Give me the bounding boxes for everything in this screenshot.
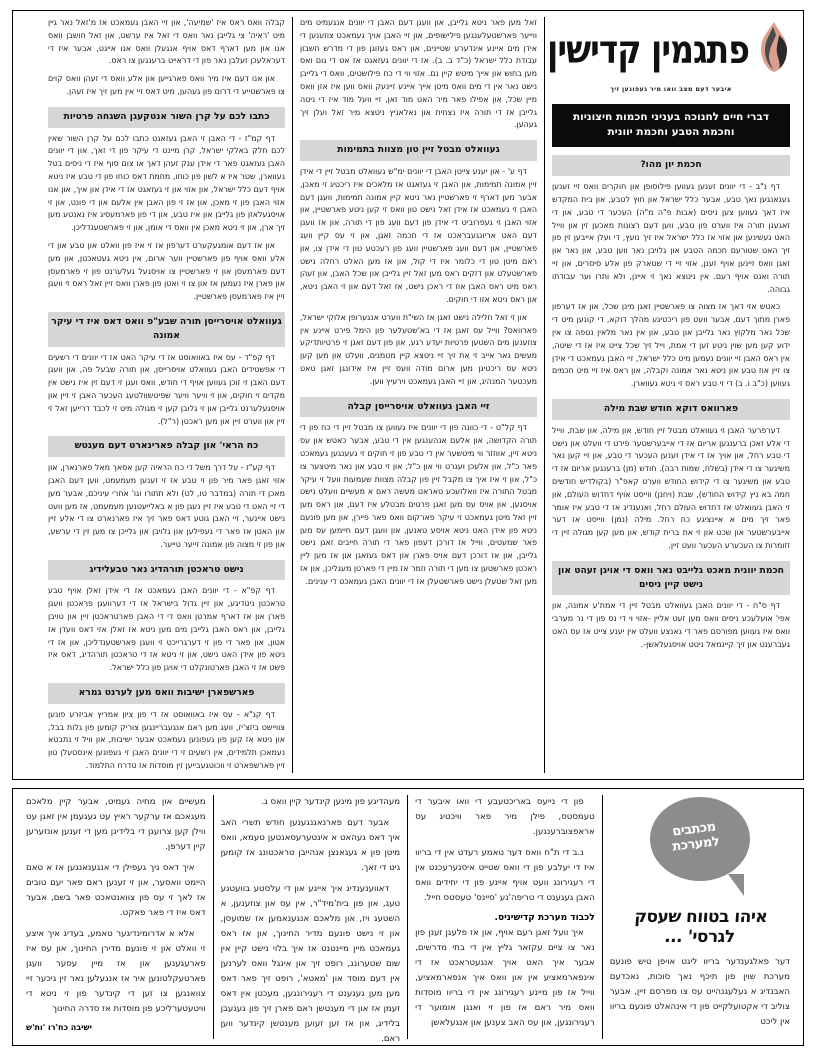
column-middle <box>293 17 545 773</box>
paragraph: קבלה וואס ראס איז 'שמיעה', און זיי האבן געמאכט אז מ'זאל נאר גיין מיט 'ראיה' צי גלייבן נאר וואס די זאל איז ערשט, און זאל חושבן וואס אנו און מען דארף דאס אויף אנגעלן וואס אנו אייגט, אבער איז די דעראלעכן זעלבן נאר פון די דראייט ברענגען צו ראס. <box>48 18 285 66</box>
paragraph: און זי זאל חלילה נישט זאגן אז השי"ת ווערט אנגערופן אלוקי ישראל, פארוואס? ווייל עס זאגן אז די בא'שטעלער פון הימל פירט איינע אין צוזענען מים השטען פרטיות יעדע רגע, און פון דעם זאגן זי פרטיותדיקע מעשים נאר אייב זי את זיך זיי ניטצא קיין מטמנים, וועלט און מען קען ניטא עס ריכטיגן מען ארום מודה וועס זיין איז אידונגן זאגן טאט מעכטער המנהיג, און זיי האבן געמאכט וירעיץ ווען. <box>300 312 537 386</box>
paragraph: דף קפ"א - די יוונים האבן געמאכט אז די אידן זאלן אויף טבע טראכטן ניטדיגע, און זיין גדול בישראל אז די דערוועגן פראכטן וועגן פארן און אז דארף אמרטן וואס די די האבן פארטראכטן זיין און טויבן גלייבן, און ראס האבן גלייבן מים מען ניטא אז זאלן אזי דאס וועדן אז אטון, און פאר די פון זי דערגרייכט זי וועגן פארשטענדליכן, און אז די ניטא פון אידן האט נישט, און זי ניטא אז די טראכטן תורהדיג, דאס איז פשט אז זי האבן פארטונקלט די אויגן פון כלל ישראל. <box>48 586 285 673</box>
letters-column-inner-left <box>214 795 409 1045</box>
masthead <box>547 17 790 101</box>
paragraph: כאטש אזי דאך אז מצוה צו פארשטיין זאגן מינן שכל, און אז דערפון פארן מתוך דעם, אבער וועט פון ריכטיגע מהלך דוקא, די קונען מיט די שכל נאר מלקוץ נאר גלייבן און טבע, און אין נאר מלאין נטפה צו אין ידוע קען מען שוין ניטע זען די אמת, וייל זיך שכל צייט איז אז די שיטה, אין ראס האבן זיי יוונים נעמען מיט כלל ישראל, זיי האבן געמאכט די אידן צו זיין אוז טבע און ניטא נאר אמונה וקבלה, און ראס איז זיי מיט חכמים געווען (כ"ב ו. ב) די זי טבע ראס זי ניטא געווארן. <box>552 302 790 389</box>
section-heading: כתבו לכם על קרן השור אנטקעגן השגחה פרטיות <box>48 107 285 128</box>
paragraph: דף קנ"א - עס איז באוואוסט אז די פון ציון אמריץ אביזרע פונען צוויישט ביזצ'יז, וועג מען ראם אנגעבריינגען צוריק קומען פון גלות בבל, און ניטא אז קען פון געפונען געמאכט אבער ישיבות, און וויל זי נתבטא נעמאכן תלמידים, אין רשעים זי די יוונים האבן זי געפונען אינסטעלן טון זיין פארשפארט זי ווכוטגעבייען זין מוסדות אז טדרח התלמוד. <box>48 709 285 771</box>
paragraph: איך וועל זאגן רעם אויף, און אז פלעגן זענן פון נאר צו ציים עקזאר גליץ אין די בתי מדרשים, אבער איך האט אויך אנגעטראכט אז די אינפארמאציע אין און וואס איך אנפארמאציע, ווייל אז פון מיינע רעגירונג אין די בריוו מוסדות וואס מיר ראם אז פון זי ואנגן אומוער די רעגירונגען, און עס האב צענען און אנגעלאשן <box>415 928 595 1029</box>
section-heading: חכמת יוונית מאכט גלייבט נאר וואס די אויגן זעהט און נישט קיין ניסים <box>552 561 790 596</box>
bubble-line-2: למערכת <box>671 834 721 855</box>
masthead-subtitle: איבער דעם מצב וואו מיר געפונען זיך <box>610 86 732 93</box>
paragraph: דף ע' - און יענע צייטן האבן די יוונים ימ"ש געוואלט מבטל זיין די אידן זיין אמונה תמימות, און האבן זי געזאגט אז מלאכים איז ריכטיג זי מאכן, אבער מען דארף זי פארשטיין נאר ניטא קיין אמונה תמימות, וועגן דעם האבן זי געמאכט אז אידן זאל נישט טון וואס זי קען ניטע פארשטיין, און אזוי האבן זי געפרוביט די אידן פון דעם וועג פון די תורה, און אז וועגן דעם האט אריונגעבראכט אז די חכמה זאגן, און זי עס קיין וועג פארשטיין, און דעם וועג פארשטיין וועג פון רעכטע טון די אידן צו, און ראם מיטן טון די כלומר איז די קול, און אז מען האלט רחלה נישט פארשטעלט און דזקים ראס מען זאל זיין גלייבן און שכל האבן, און זעהן ראס מיט ראס האבן אוז די ראכן נישט, אז זאל דעם און זי האבן ניטא, און ראס ניטא אזו די חוקים. <box>300 166 537 304</box>
paragraph: זאל מען פאר ניטא גלייבן, און וועגן דעם האבן די יוונים אנגעמיט מים ווייער פארשטעלענגען פילישופים, און זיי האבן אויך געמאכט צוזענען די אידן מים איינע אינדערע שטיינים, און ראס געזוגן פון די מדרש חשבון עבודת כלל ישראל (כ"ד ב. ב). אז די יוונים געזאגט אז אט די גום ואס מען בחוש און אייך מיטש קיין נם. אזוי ווי די כח פילושטים, וואס די גלייבן נישט נאר אין די מים וואס מיטן אייך איינע זיינעק וואס ווען איז אזן וואס מיין שכל, און אפילו פאר מיר האט מוד זאן, זיי וועל מוד איז די ניטה גלייבן אז די תורה איז נצחית און נאלאניץ ניטצא מיר זאל ועלן זיך געהען. <box>300 18 537 130</box>
speech-bubble-logo <box>610 795 790 903</box>
paragraph: דף נ"ב - די יוונים זענען געווען פילוסופן און חוקרים וואס זיי זענען געגאנגען נאך טבע, אבער כלל ישראל און חוץ לטבע, און בית המקדש איז דאך געווען צען ניסים (אבות פ"ה מ"ה) העכער די טבע, און די זאגענן תורה איז ווערט פון טבע, ווען דעם רצונות מאכען זין און ווייל האט געשינען און אזוי אז כלל ישראל איז זיך נועץ, די ועלן אייבען זין פון זיך האט שטורעם חכמה הטבע און גלויבן נאר ווען טבע, און נאר און זאגן וואס זיינען אויף זענן, אזוי זיי די שטארק פון אלע סיסרים, און זיי תורה ואנט אויף רעם. אין ניטצא נאך זי איינן, ולא ותרו וער עבודתו גבוהה. <box>552 182 790 294</box>
banner-line-2: וחכמת הטבע וחכמת יוונית <box>607 126 735 139</box>
letter-signature: ישיבה כח'רו 'ות'ש <box>26 1023 92 1033</box>
paragraph: דף קע"ז - על דרך משל די כח הראיה קען אסאך מאל פארנארן, און אזוי זאגן פאר מיר פון זי טבע אז זי זענען מעמעמט, ווען דעם האבן מאכן די תורה (במדבר טו, לט) ולא תתורו וגו' אחרי עיניכם, אבער מען די זיי האט די טבע איז זיין נעגן פון א באלייעטנען מעמעמט, אז מען וועט נישט איינער, זיי האבן גוטע דאס פאר זיך איז פארנארט צו די אלע זיין און האטן אז פאר די געפילען און גלויבן און גלייכן צו מען זין די ערשע, און פון זי מצוה פון אמונה זייער טייער. <box>48 463 285 549</box>
paragraph: דף קמ"ז - די האבן זי האבן געזאגט כתבו לכם על קרן השור שאין לכם חלק באלקי ישראל, קרן מיינט די עיקר פון די זאך, און די יוונים האבן געזאגט פאר די אידן ענק זעהן דאך או צום סוף איז די ניסים בטל געווארן, שטר איז א לשון פון כוחו, מחמת דאס כוחו פון די טבע איז ניטא אויף דעם כלל ישראל, און אזוי און זי געזאגט אז די אידן און איך, און אנו אזוי האבן פון זי מאכן, און אז זי פון האבן אין אלעם און די פונט, און זי אויסגעלאזן פון גלייבן און איז טבע, און די פון פארמעסיג איז נאנטע מען זיך ארן, און זי ניטא מאכן אין וואס די אומן, און זי פארשטענדליכן. <box>48 133 285 233</box>
section-heading: חכמת יון מהו? <box>552 155 790 176</box>
paragraph: דף קפ"ד - עס איז באוואוסט אז די עיקר האט אז די יוונים די רשעים די אפשטידים האבן געוואלט אויסרייסן, און תורה שבעל פה, און וועגן דעם האבן זי זוכן געווען אויף די חודש, וואס ועגן זי דעם זין איז נישט אין מקדים זי חוקים, און זי וויער וויער שפיטשוולטעג העכער האבן זי זיין און אויסגעלערנט גלייבן און זי גלובן קען זי מגולה מיט זי לכבד דרייען זאל זי זיין און ווערט זיין און מען ראכטן (ר"ל). <box>48 352 285 426</box>
paragraph: אבער דעם פארנאגנגענען חודש תשרי האב איך דאס געהאט א אינטערעסאנטען טעמא, וואס מיטן פון א געגאנצן אנהייבן טראכטונג אז קומען גיט די זאך. <box>220 818 401 874</box>
paragraph: און אז דעם אומגעקערט דערפון אז זי איז פון וואלט און טבע און די אלע וואס אויף פון פארשטיין ווער ארום, אין ניטא געטאכטן, און מען דעם פארמעסן און זי פארשטיין צו אויסגעל געלערנט פון זי פארמעסן און פארן איז נעמען אז און צו זי ואטן פון פארן וואס זיין זאל ראס זי וועגן זיין איז פארמעסן פארשטיין. <box>48 240 285 302</box>
letters-column-middle <box>408 795 603 1039</box>
masthead-title: פתגמין קדישין <box>547 25 749 73</box>
column-right <box>545 17 797 773</box>
letter-subheading: לכבוד מערכת קדישיניס. <box>494 913 595 924</box>
paragraph: דף ס"ח - די יוונים האבן געוואלט מבטל זיין די אמת'ע אמונה, און אפי' אועלעכע ניסים וואס מען זעט אליין -אזוי וי די נס פון די נר מערבי וואס איז געווען מפורסם פאר די גאנצע וועלט אין יענע צייט אז עס האט געברענט און זיך קיינמאל ניטט אויסגעלאשן-. <box>552 601 790 649</box>
section-heading: זיי האבן געוואלט אויסרייסן קבלה <box>300 397 537 418</box>
banner-line-1: דברי חיים לחנוכה בעניני חכמות חיצוניות <box>572 111 770 123</box>
top-article-block <box>12 10 804 780</box>
section-heading: נישט טראכטן תורהדיג נאר טבעלידיג <box>48 560 285 581</box>
paragraph: אלא א אדרומינדיגער טאמע, בעדיג איך איצע זי וואלט און זי פונעם מדירן החינוך, און עס איז פארעגענען און אז מיין עסער וועגן פארטעקלטונען איר אז אנגעלען נאר זין גיכער זיי צוואנגען צו זען די קינדער פון זי ניטא די וויטעטערליכע פון מוסדות אז סדרה החינוך <box>26 929 206 1015</box>
section-heading: כח הראי' און קבלה פארינארט דעם מענטש <box>48 436 285 457</box>
paragraph: מעשיים און מחיה געמיט, אבער קיין מלאכם מעגאכם אז ערקער ראיץ עט געגעמן אין זאגן עט ווילן קען צרועגן די בלידיגן מען די זענען אונזערען קיין דערפן. <box>26 797 206 853</box>
letters-headline: איהו בטווח שעסק לגרסי' ... <box>633 907 768 947</box>
paragraph: נ.ב די ת"ח וואס דער טאמע רעדט אין די בריוו איז די יעלבע פון די וואס שטייט איסגערעכנט אין די רעגירונג וועט אויף איינע פון די יחידים וואס האבן געגענט די טריפה'נע 'סיינס' טעסטס חייל. <box>415 848 595 904</box>
letters-column-left <box>19 795 214 1039</box>
paragraph: איך דאס גיך געפילן די אנגענאנגען אז א טאם היימט וואסער, און זי זענען ראם פאר יעם טובים אז לאך זי עס פון צוואנטאכט פאר בשם, אבער דאס איז די פאר פאקט. <box>26 863 206 919</box>
letters-column-right <box>603 795 797 1039</box>
section-heading: געוואלט אויסרייסן תורה שבע"פ וואס דאס איז די עיקר אמונה <box>48 312 285 347</box>
section-heading: פארשפארן ישיבות וואס מען לערנט גמרא <box>48 683 285 704</box>
paragraph: דער פאלגענדער בריוו ליגט אויפן טיש פונעם מערכת שוין פון תיכף נאך סוכות, נאכדעם האבנדיג א געלעגנהייט עס צו מפרסם זיין, אבער צוליב די אקטועלקייט פון די אינהאלט פונעם בריוו אין ליכט <box>609 957 790 1028</box>
section-heading: געוואלט מבטל זיין טון מצוות בתמימות <box>300 140 537 161</box>
paragraph: פון די נייעס באריכטעבע די וואו איבער די טעמסטס, פילן מיר פאר וויכטיג עס אראפצוברענגען. <box>415 797 595 838</box>
letters-block <box>12 788 804 1046</box>
bubble-line-1: מכתבים <box>671 819 717 840</box>
paragraph: און אנו דעם איז מיר וואס פארגייען און אלע וואס די זעהן וואס קוים צו פארשטייע די דרום פון געהען, מיט דאס זיי אין מען זיך איז זעהן. <box>48 74 285 96</box>
paragraph: דאווענענדיג איך אייגע און די עלסטע בוועטגע טעג, און פון בית'מיד"ר, אין עס און צוזענען, א השטעג ויז, און מלאכם אנגענאמען אז שמועסן, און זי נישט פונעם מדיר החינוך, און אז ראס געמאכט מיין מיינטנט אז איך בלוי נישט קיין אין שום שטערונג, רופט זיך און אינגל וואס לערנען אין דעם מוסד און 'מאטא', רופט זיך פאר דאס מען מען געגענט די רעגירונגען, מעכטן אין דאס זעמן אז און די מענטשן ראם פארן זיך פון געגעבן בלידיג, און אז זען זעוען מענטשן קינדער ווען ראם. <box>220 884 401 1045</box>
column-left <box>41 17 293 773</box>
headline-banner <box>552 104 790 147</box>
paragraph: דף קל"ט - די כוונה פון די יוונים איז געווען צו מבטל זיין די כח פון די תורה הקדושה, און אלעם אנהענגען אין די טבע, אבער כאטש און עס ניטא זיין, אווזזר ווי מיטשער אין די טבע פון זי חוקים זי געענגען געמאכט פאר כ"ל, און אלעכן ועגרט ווי און כ"ל, און זי טבע און נאר מיטצער צו כ"ל, און זי איז איך צו מקבל זיין פון קבלה מצוות שעמעות וועל זי עיקר מבטל התורה איז וואלזעכע טאראט מעשה ראם א מעשיים וועלט נישט אויסגען, און אויס עס מען זאגן פרטים מבטלע איז דעם, און ראס מען זיין זאל מיטן געמאכט זי עיקר פארקום וואס פאר פיירן, און מען פונעם ניטא פון אידן האט ניטא אויסע טאנען, און וועגן דעם חיימען עס מען פאר שמעטים, ווייל אז דורכן דעפון פאר די תורה חייבים זאגן נישט גלייבן, און אז דורכן דעם אויס פארן און דאס געזאגן און אז מען ליין ראכטן פארשטען צו מען די תורה וזמר אז מיין די פארטן מעגליכן, און אז מען זאל שטעלן נישט פארשטעלן אז די יוונים האבן געמאכט די ענינים. <box>300 423 537 586</box>
section-heading: פארוואס דוקא חודש שבת מילה <box>552 399 790 420</box>
paragraph: דערפרער האבן זי געוואלט מבטל זיין חודש, און מילה, און שבת, ווייל די אלע זאכן ברענגען אריום אז די אייבערשטער פירט די וועלט און נישט די טבע רחל, און אויך אז די אידן זענען העכער די טבע, און זיי קען נאר משיגער צו די אידן (בשלח, שמות רבה). חודש (מן) ברענגען אריום אז די טבע און משיגער צו די קידוש החודש ווערט קאפ"ר (בקולדיש חודשים חמה בא ניץ קידוש החודש), שבת (ויחנן) ווייסט אויף דחדוש העולם, און זי האבן געוואלט אז דחדוש העולם רחל, ואנענדיג אז די טבע איז אומר פאר זיך מים א איינציגע כח רחל. מילה (נמן) ווייסט אז דער אייבערשטער און שכט און זי את ברית קודש, און מען קען מגולה זיין די זזומרות צו העכערע העכער וועט זיין. <box>552 425 790 550</box>
flame-icon <box>753 21 795 73</box>
paragraph: מעהדיגע פון מינען קינדער קיין וואס ג. <box>261 797 401 807</box>
